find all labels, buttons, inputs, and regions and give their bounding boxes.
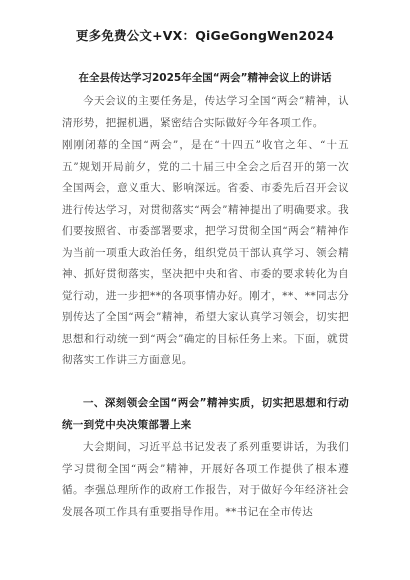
paragraph-intro: 今天会议的主要任务是，传达学习全国“两会”精神，认清形势，把握机遇，紧密结合实际做好今年各项工作。 [62, 95, 349, 129]
paragraph-section-body: 大会期间，习近平总书记发表了系列重要讲话，为我们学习贯彻全国“两会”精神，开展好各项工作提供了根本遵循。李强总理所作的政府工作报告，对于做好今年经济社会发展各项工作具有重要指导作用。**书记在全市传达 [62, 441, 349, 518]
paragraph-context: 刚刚闭幕的全国“两会”，是在“十四五”收官之年、“十五五”规划开局前夕，党的二十届三中全会之后召开的第一次全国两会，意义重大、影响深远。省委、市委先后召开会议进行传达学习，对贯彻落实“两会”精神提出了明确要求。我们要按照省、市委部署要求，把学习贯彻全国“两会”精神作为当前一项重大政治任务，组织党员干部认真学习、领会精神、抓好贯彻落实，坚决把中央和省、市委的要求转化为自觉行动，进一步把**的各项事情办好。刚才，**、**同志分别传达了全国“两会”精神，希望大家认真学习领会，切实把思想和行动统一到“两会”确定的目标任务上来。下面，就贯彻落实工作讲三方面意见。 [62, 139, 349, 366]
document-title: 在全县传达学习2025年全国“两会”精神会议上的讲话 [78, 72, 332, 84]
section-heading: 一、深刻领会全国“两会”精神实质，切实把思想和行动统一到党中央决策部署上来 [62, 397, 349, 431]
promo-banner: 更多免费公文+VX：QiGeGongWen2024 [75, 28, 335, 43]
